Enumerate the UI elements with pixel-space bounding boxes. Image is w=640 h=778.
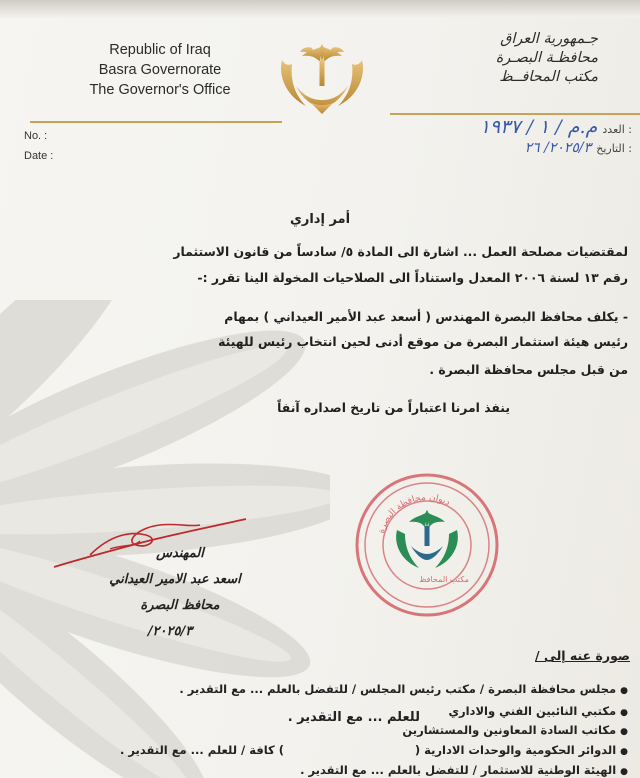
date-label-ar: : التاريخ (596, 142, 632, 155)
copy-item-3: ●مكاتب السادة المعاونين والمستشارين (402, 723, 628, 737)
english-header-line3: The Governor's Office (89, 82, 231, 98)
arabic-header-line2: محافظـة البصـرة (495, 50, 598, 66)
svg-text:ديوان محافظة البصرة (377, 493, 452, 535)
body-item-line-1: - يكلف محافظ البصرة المهندس ( أسعد عبد الأمير العيداني ) بمهام (224, 309, 628, 324)
reference-date (525, 137, 632, 156)
signature-date: ٢٠٢٥/٣/ (147, 624, 193, 639)
reference-number (480, 116, 632, 138)
english-header-line2: Basra Governorate (98, 62, 222, 78)
date-value: ٢٠٢٥/٣/ ٢٦ (524, 140, 592, 156)
arabic-letterhead (398, 30, 598, 87)
header-rule-right (390, 113, 640, 115)
arabic-header-line1: جـمهورية العراق (500, 31, 598, 47)
date-label: Date : (24, 150, 54, 162)
copy-item-4-note: ) كافة / للعلم ... مع التقدير . (119, 743, 284, 757)
english-header-line1: Republic of Iraq (109, 42, 211, 58)
stamp-text-bottom: مكتب المحافظ (419, 575, 469, 584)
page-top-edge (0, 0, 640, 18)
arabic-header-line3: مكتب المحافــظ (499, 69, 598, 85)
handwritten-signature (50, 505, 250, 575)
signature-name: اسعد عبد الامير العيداني (109, 572, 241, 587)
order-title: أمر إداري (289, 212, 351, 227)
stamp-text-top: ديوان محافظة البصرة (376, 492, 452, 535)
copy-items-2-3-note: للعلم ... مع التقدير . (287, 710, 420, 725)
copy-item-2: ●مكتبي النائبين الفني والاداري (448, 704, 628, 718)
official-stamp (352, 470, 502, 620)
copy-item-4: ●الدوائر الحكومية والوحدات الادارية ( (414, 743, 628, 757)
body-line-1: لمقتضيات مصلحة العمل ... اشارة الى المادة ٥/ سادساً من قانون الاستثمار (173, 244, 628, 259)
number-value: م.م / ١ / ١٩٣٧ (479, 116, 598, 138)
body-line-2: رقم ١٣ لسنة ٢٠٠٦ المعدل واستناداً الى الصلاحيات المخولة الينا تقرر :- (197, 270, 628, 285)
signature-title: المهندس (156, 546, 204, 561)
body-item-line-2: رئيس هيئة استثمار البصرة من موقع أدنى لحين انتخاب رئيس للهيئة (218, 334, 628, 349)
header-rule-left (30, 121, 282, 123)
signature-position: محافظ البصرة (140, 598, 220, 613)
no-label: No. : (24, 130, 48, 142)
copy-item-1: ●مجلس محافظة البصرة / مكتب رئيس المجلس / للتفضل بالعلم ... مع التقدير . (179, 682, 628, 696)
number-label-ar: : العدد (602, 123, 632, 136)
copies-title: صورة عنه إلى / (535, 648, 630, 663)
effective-statement: ينفذ امرنا اعتباراً من تاريخ اصداره آنفاً (277, 400, 510, 415)
basra-palm-emblem (272, 40, 372, 116)
body-item-line-3: من قبل مجلس محافظة البصرة . (429, 362, 628, 377)
copy-item-5: ●الهيئة الوطنية للاستثمار / للتفضل بالعلم ... مع التقدير . (300, 763, 628, 777)
english-letterhead (60, 40, 260, 100)
